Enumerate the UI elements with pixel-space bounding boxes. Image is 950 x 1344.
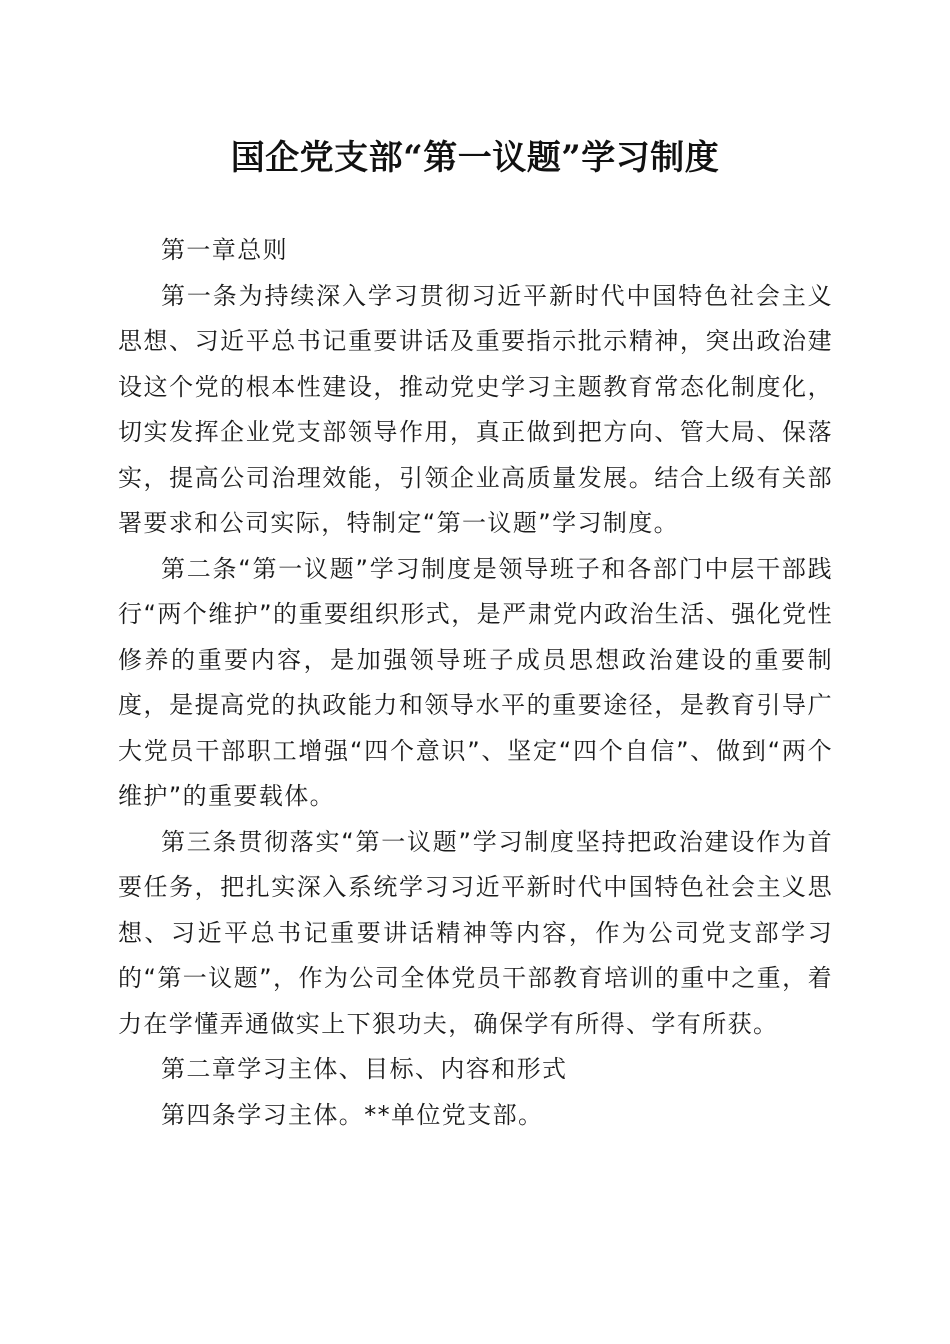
document-body bbox=[118, 228, 833, 1138]
chapter-2-heading: 第二章学习主体、目标、内容和形式 bbox=[161, 1055, 568, 1083]
article-3-paragraph: 第三条贯彻落实“第一议题”学习制度坚持把政治建设作为首要任务，把扎实深入系统学习习近平新时代中国特色社会主义思想、习近平总书记重要讲话精神等内容，作为公司党支部学习的“第一议题”，作为公司全体党员干部教育培训的重中之重，着力在学懂弄通做实上下狠功夫，确保学有所得、学有所获。 bbox=[118, 827, 833, 1038]
article-4-paragraph: 第四条学习主体。**单位党支部。 bbox=[161, 1100, 544, 1129]
article-2-paragraph: 第二条“第一议题”学习制度是领导班子和各部门中层干部践行“两个维护”的重要组织形式，是严肃党内政治生活、强化党性修养的重要内容，是加强领导班子成员思想政治建设的重要制度，是提高党的执政能力和领导水平的重要途径，是教育引导广大党员干部职工增强“四个意识”、坚定“四个自信”、做到“两个维护”的重要载体。 bbox=[118, 554, 833, 810]
chapter-1-heading: 第一章总则 bbox=[161, 236, 288, 264]
article-1-paragraph: 第一条为持续深入学习贯彻习近平新时代中国特色社会主义思想、习近平总书记重要讲话及重要指示批示精神，突出政治建设这个党的根本性建设，推动党史学习主题教育常态化制度化，切实发挥企业党支部领导作用，真正做到把方向、管大局、保落实，提高公司治理效能，引领企业高质量发展。结合上级有关部署要求和公司实际，特制定“第一议题”学习制度。 bbox=[118, 281, 833, 537]
document-title: 国企党支部“第一议题”学习制度 bbox=[230, 138, 720, 178]
